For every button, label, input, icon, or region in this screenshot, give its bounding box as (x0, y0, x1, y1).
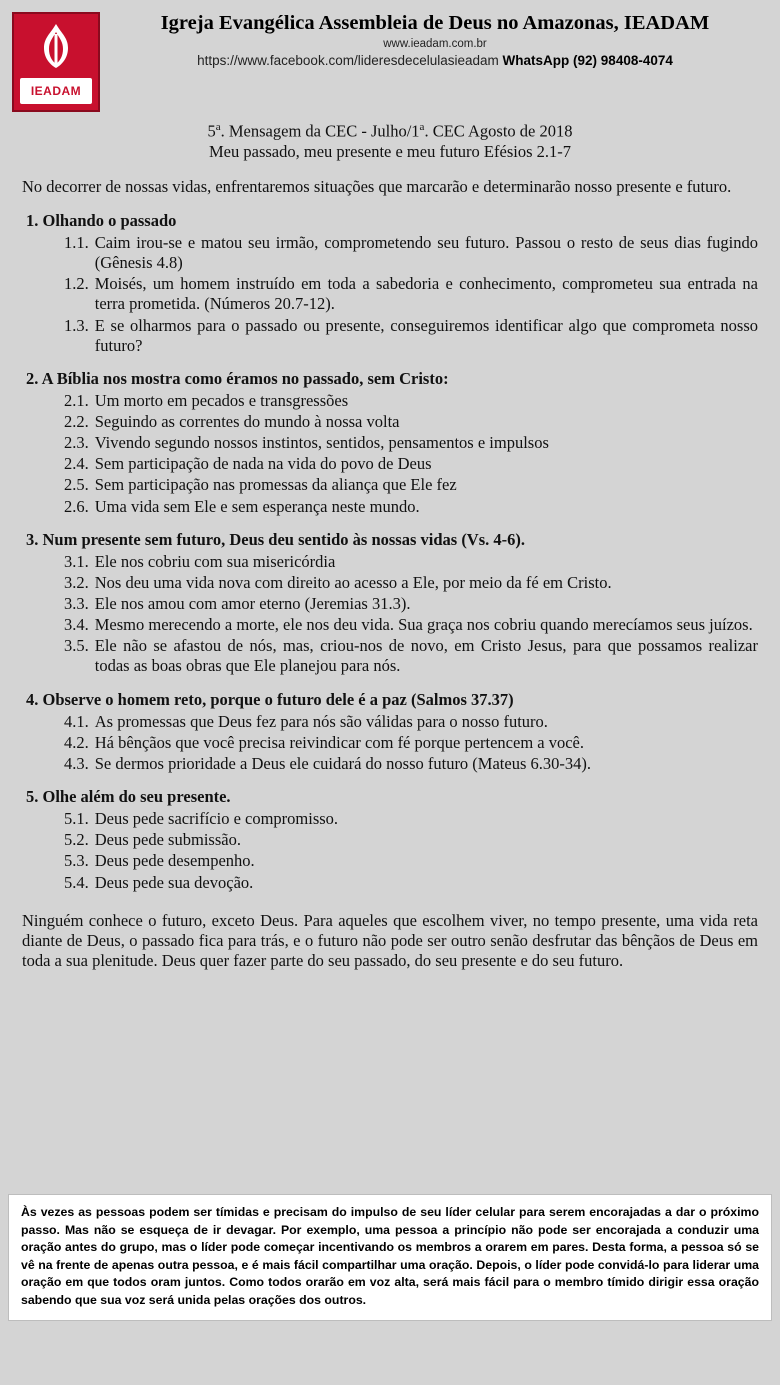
section-title: 2. A Bíblia nos mostra como éramos no passado, sem Cristo: (26, 368, 449, 388)
item-text: Sem participação nas promessas da aliança que Ele fez (94, 475, 457, 495)
item-text: Ele não se afastou de nós, mas, criou-nos de novo, em Cristo Jesus, para que possamos realizar todas as boas obras que Ele planejou para nós. (94, 636, 758, 676)
item-text: Se dermos prioridade a Deus ele cuidará do nosso futuro (Mateus 6.30-34). (94, 753, 591, 773)
list-item (64, 391, 758, 411)
list-item (64, 873, 758, 893)
list-item (64, 552, 758, 572)
list-item (64, 594, 758, 614)
section-items (22, 712, 758, 774)
section-items (22, 391, 758, 517)
flame-icon (36, 22, 76, 72)
list-item (64, 809, 758, 829)
organization-title: Igreja Evangélica Assembleia de Deus no Amazonas, IEADAM (160, 12, 710, 34)
item-text: As promessas que Deus fez para nós são válidas para o nosso futuro. (94, 711, 548, 731)
document-header (0, 0, 780, 114)
item-number: 2.4. (64, 454, 89, 474)
subject-post: . CEC Agosto de 2018 (424, 121, 573, 141)
item-text: Vivendo segundo nossos instintos, sentidos, pensamentos e impulsos (94, 433, 549, 453)
item-number: 2.3. (64, 433, 89, 453)
section-title: 5. Olhe além do seu presente. (26, 787, 231, 806)
item-number: 5.2. (64, 830, 89, 850)
section-3 (22, 530, 758, 677)
item-number: 5.1. (64, 809, 89, 829)
list-item (64, 615, 758, 635)
document-body (0, 163, 780, 971)
item-number: 2.2. (64, 412, 89, 431)
item-number: 5.3. (64, 851, 89, 871)
subject-middle: . Mensagem da CEC - Julho/1 (220, 121, 420, 141)
list-item (64, 573, 758, 593)
item-text: Uma vida sem Ele e sem esperança neste mundo. (94, 496, 420, 516)
item-text: Deus pede sacrifício e compromisso. (94, 809, 339, 829)
item-number: 5.4. (64, 872, 89, 892)
item-text: Seguindo as correntes do mundo à nossa volta (94, 412, 400, 431)
section-items (22, 809, 758, 893)
list-item (64, 412, 758, 432)
header-text-block (100, 10, 766, 68)
item-text: Um morto em pecados e transgressões (94, 390, 349, 410)
item-text: Mesmo merecendo a morte, ele nos deu vida. Sua graça nos cobriu quando merecíamos seus juízos. (94, 615, 753, 635)
item-number: 3.4. (64, 615, 89, 635)
section-2 (22, 369, 758, 517)
item-text: Caim irou-se e matou seu irmão, comprometendo seu futuro. Passou o resto de seus dias fugindo (Gênesis 4.8) (94, 233, 758, 273)
subject-ordinal-sup-2: a (419, 121, 425, 133)
list-item (64, 851, 758, 871)
list-item (64, 274, 758, 314)
whatsapp-number: WhatsApp (92) 98408-4074 (502, 52, 673, 68)
subject-line-2: Meu passado, meu presente e meu futuro Efésios 2.1-7 (209, 142, 571, 162)
item-number: 1.3. (64, 315, 89, 335)
item-number: 3.2. (64, 572, 89, 592)
subject-ordinal-sup: a (215, 121, 221, 133)
section-4 (22, 690, 758, 775)
ieadam-logo (12, 12, 100, 112)
organization-website: www.ieadam.com.br (383, 37, 487, 50)
item-number: 1.2. (64, 274, 89, 294)
list-item (64, 497, 758, 517)
section-title: 3. Num presente sem futuro, Deus deu sentido às nossas vidas (Vs. 4-6). (26, 529, 526, 549)
list-item (64, 733, 758, 753)
section-items (22, 233, 758, 356)
list-item (64, 754, 758, 774)
list-item (64, 316, 758, 356)
item-text: Deus pede sua devoção. (94, 872, 254, 892)
list-item (64, 830, 758, 850)
list-item (64, 475, 758, 495)
list-item (64, 454, 758, 474)
item-number: 4.2. (64, 732, 89, 752)
item-number: 2.6. (64, 496, 89, 516)
item-text: Deus pede desempenho. (94, 851, 255, 871)
item-number: 4.1. (64, 711, 89, 731)
item-number: 2.1. (64, 390, 89, 410)
organization-social-line (104, 53, 766, 68)
item-text: Ele nos amou com amor eterno (Jeremias 31.3). (94, 594, 411, 613)
intro-paragraph: No decorrer de nossas vidas, enfrentaremos situações que marcarão e determinarão nosso presente e futuro. (22, 176, 732, 196)
list-item (64, 233, 758, 273)
item-text: Moisés, um homem instruído em toda a sabedoria e conhecimento, comprometeu sua entrada na terra prometida. (Números 20.7-12). (94, 274, 758, 314)
section-title: 1. Olhando o passado (26, 210, 177, 230)
item-text: Há bênçãos que você precisa reivindicar com fé porque pertencem a você. (94, 732, 585, 752)
item-text: Deus pede submissão. (94, 830, 241, 850)
item-text: E se olharmos para o passado ou presente, conseguiremos identificar algo que comprometa nosso futuro? (94, 315, 758, 355)
item-number: 4.3. (64, 753, 89, 773)
section-title: 4. Observe o homem reto, porque o futuro dele é a paz (Salmos 37.37) (26, 689, 514, 709)
section-1 (22, 211, 758, 356)
closing-paragraph: Ninguém conhece o futuro, exceto Deus. Para aqueles que escolhem viver, no tempo presente, uma vida reta diante de Deus, o passado fica para trás, e o futuro não pode ser outro senão desfrutar das bênçãos de Deus em toda a sua plenitude. Deus quer fazer parte do seu passado, do seu presente e do seu futuro. (22, 910, 758, 970)
item-text: Nos deu uma vida nova com direito ao acesso a Ele, por meio da fé em Cristo. (94, 572, 612, 592)
list-item (64, 433, 758, 453)
logo-text: IEADAM (30, 84, 82, 98)
item-number: 2.5. (64, 475, 89, 495)
list-item (64, 636, 758, 676)
message-subject (0, 121, 780, 163)
section-items (22, 552, 758, 677)
item-number: 3.3. (64, 594, 89, 613)
item-number: 3.5. (64, 636, 89, 656)
subject-line-1 (0, 121, 780, 142)
section-5 (22, 787, 758, 893)
list-item (64, 712, 758, 732)
item-number: 1.1. (64, 233, 89, 252)
item-text: Ele nos cobriu com sua misericórdia (94, 551, 336, 571)
item-number: 3.1. (64, 551, 89, 571)
logo-nameplate (20, 78, 92, 104)
item-text: Sem participação de nada na vida do povo de Deus (94, 454, 432, 474)
subject-ordinal-pre: 5 (207, 121, 216, 141)
footer-note-box: Às vezes as pessoas podem ser tímidas e precisam do impulso de seu líder celular para serem encorajadas a dar o próximo passo. Mas não se esqueça de ir devagar. Por exemplo, uma pessoa a princípio não pode ser encorajada a conduzir uma oração antes do grupo, mas o líder pode começar incentivando os membros a orarem em pares. Desta forma, a pessoa só se vê na frente de apenas outra pessoa, e é mais fácil compartilhar uma oração. Depois, o líder pode convidá-lo para liderar uma oração em que todos oram juntos. Como todos orarão em voz alta, será mais fácil para o membro tímido dirigir essa oração sabendo que sua voz será unida pelas orações dos outros. (8, 1194, 772, 1321)
facebook-url[interactable]: https://www.facebook.com/lideresdecelulasieadam (197, 52, 499, 68)
